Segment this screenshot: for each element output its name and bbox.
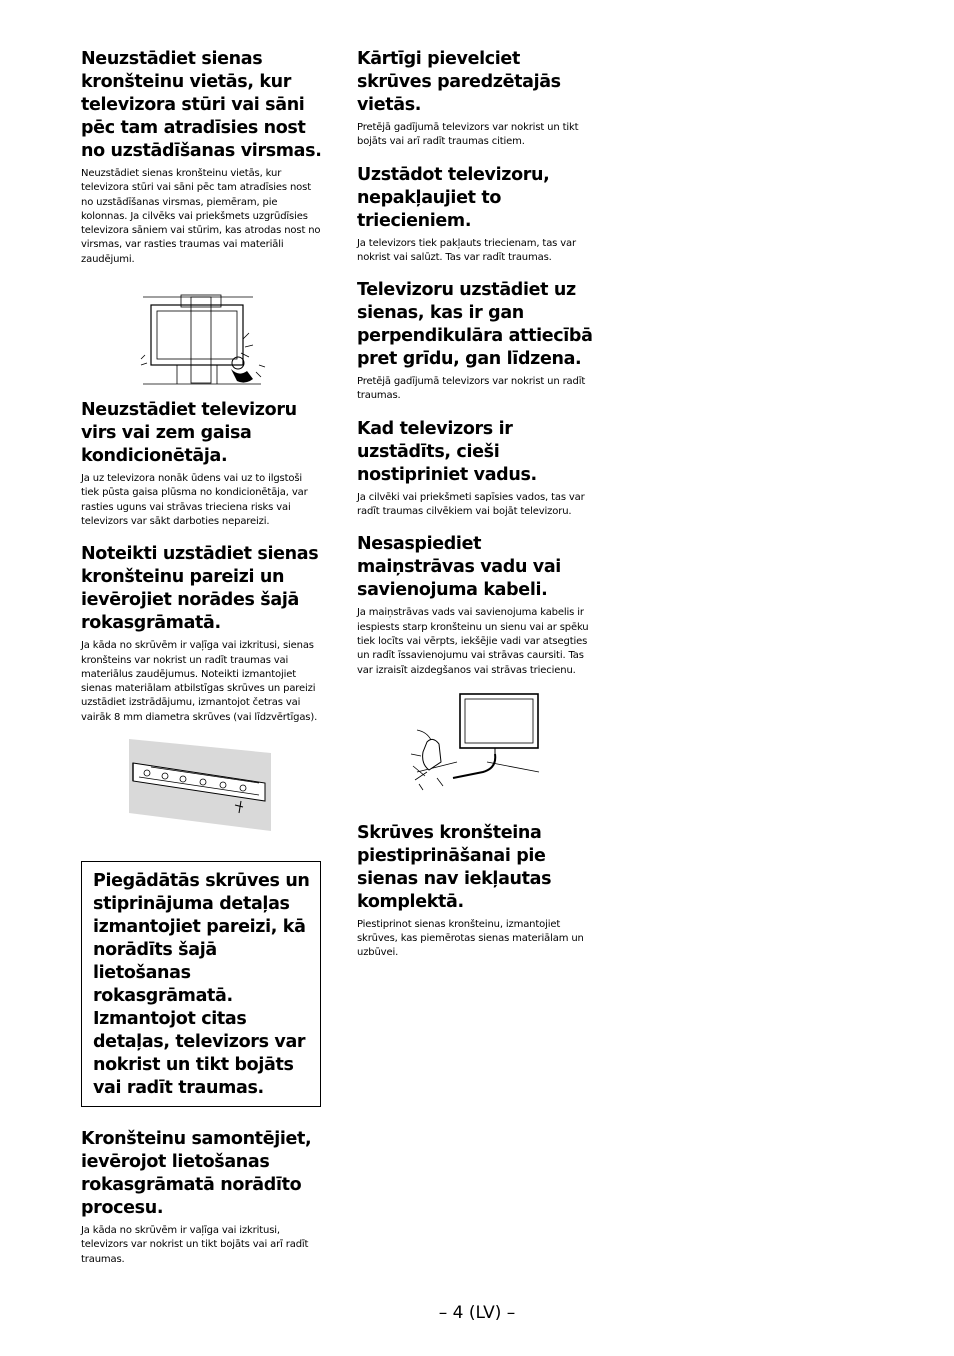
tv-cable-pinch-illustration: [357, 690, 599, 796]
tv-at-pillar-illustration: [81, 277, 323, 389]
section-body: Ja maiņstrāvas vads vai savienojuma kabelis ir iespiests starp kronšteinu un sienu vai ar spēku tiek locīts vai vērpts, iekšējie vadi var atsegties un radīt īssavienojumu vai strāvas caursiti. Tas var izraisīt aizdegšanos vai strāvas triecienu.: [357, 607, 589, 676]
section-body: Piestiprinot sienas kronšteinu, izmantojiet skrūves, kas piemērotas sienas materiālam un uzbūvei.: [357, 918, 584, 959]
section-body: Ja kāda no skrūvēm ir vaļīga vai izkritusi, televizors var nokrist un tikt bojāts vai arī radīt traumas.: [81, 1225, 309, 1265]
section-body: Neuzstādiet sienas kronšteinu vietās, kur televizora stūri vai sāni pēc tam atradīsies nost no uzstādīšanas virsmas, piemēram, pie kolonnas. Ja cilvēks vai priekšmets uzgrūdīsies televizora sāniem vai stūrim, kas atrodas nost no virsmas, var rasties traumas vai materiāli zaudējumi.: [81, 168, 321, 265]
section-air-conditioner: [81, 399, 323, 529]
section-no-shocks: [357, 164, 599, 266]
section-assemble-bracket: [81, 1128, 323, 1267]
section-heading: Uzstādot televizoru, nepakļaujiet to triecieniem.: [357, 164, 550, 231]
warning-box: [81, 861, 321, 1107]
section-body: Pretējā gadījumā televizors var nokrist un radīt traumas.: [357, 376, 586, 402]
section-heading: Televizoru uzstādiet uz sienas, kas ir gan perpendikulāra attiecībā pret grīdu, gan līdzena.: [357, 280, 593, 370]
section-heading: Kārtīgi pievelciet skrūves paredzētajās vietās.: [357, 49, 561, 115]
section-perpendicular-wall: [357, 279, 599, 404]
section-heading: Skrūves kronšteina piestiprināšanai pie sienas nav iekļautas komplektā.: [357, 822, 552, 912]
section-pinch-cables: [357, 533, 599, 677]
section-body: Pretējā gadījumā televizors var nokrist un tikt bojāts vai arī radīt traumas citiem.: [357, 122, 579, 148]
section-heading: Neuzstādiet sienas kronšteinu vietās, kur televizora stūri vai sāni pēc tam atradīsies nost no uzstādīšanas virsmas.: [81, 49, 322, 161]
section-install-correctly: [81, 543, 323, 725]
warning-text: Piegādātās skrūves un stiprinājuma detaļas izmantojiet pareizi, kā norādīts šajā lietošanas rokasgrāmatā. Izmantojot citas detaļas, televizors var nokrist un tikt bojāts vai radīt traumas.: [93, 871, 310, 1099]
section-body: Ja cilvēki vai priekšmeti sapīsies vados, tas var radīt traumas cilvēkiem vai bojāt televizoru.: [357, 491, 585, 518]
section-tighten-screws: [357, 48, 599, 150]
section-heading: Neuzstādiet televizoru virs vai zem gaisa kondicionētāja.: [81, 400, 297, 467]
section-heading: Noteikti uzstādiet sienas kronšteinu pareizi un ievērojiet norādes šajā rokasgrāmatā.: [81, 544, 319, 634]
section-heading: Kad televizors ir uzstādīts, cieši nostipriniet vadus.: [357, 418, 537, 485]
wall-bracket-illustration: [81, 739, 323, 835]
left-column: [81, 48, 323, 1281]
section-body: Ja kāda no skrūvēm ir vaļīga vai izkritusi, sienas kronšteins var nokrist un radīt traumas vai materiālus zaudējumus. Noteikti izmantojiet sienas materiālam atbilstīgas skrūves un pareizi uzstādiet izstrādājumu, izmantojot četras vai vairāk 8 mm diametra skrūves (vai līdzvērtīgas).: [81, 640, 318, 723]
section-heading: Kronšteinu samontējiet, ievērojot lietošanas rokasgrāmatā norādīto procesu.: [81, 1129, 312, 1219]
section-secure-cables: [357, 418, 599, 520]
section-screws-not-included: [357, 822, 599, 961]
section-corner-protrusion: [81, 48, 323, 267]
section-heading: Nesaspiediet maiņstrāvas vadu vai savienojuma kabeli.: [357, 534, 561, 601]
section-body: Ja televizors tiek pakļauts triecienam, tas var nokrist vai salūzt. Tas var radīt traumas.: [357, 237, 576, 263]
right-column: [357, 48, 599, 975]
page-number: [0, 1303, 954, 1323]
section-body: Ja uz televizora nonāk ūdens vai uz to ilgstoši tiek pūsta gaisa plūsma no kondicionētāja, var rasties uguns vai strāvas trieciena risks vai televizors var sākt darboties nepareizi.: [81, 473, 308, 527]
page-number-text: – 4 (LV) –: [438, 1303, 516, 1323]
